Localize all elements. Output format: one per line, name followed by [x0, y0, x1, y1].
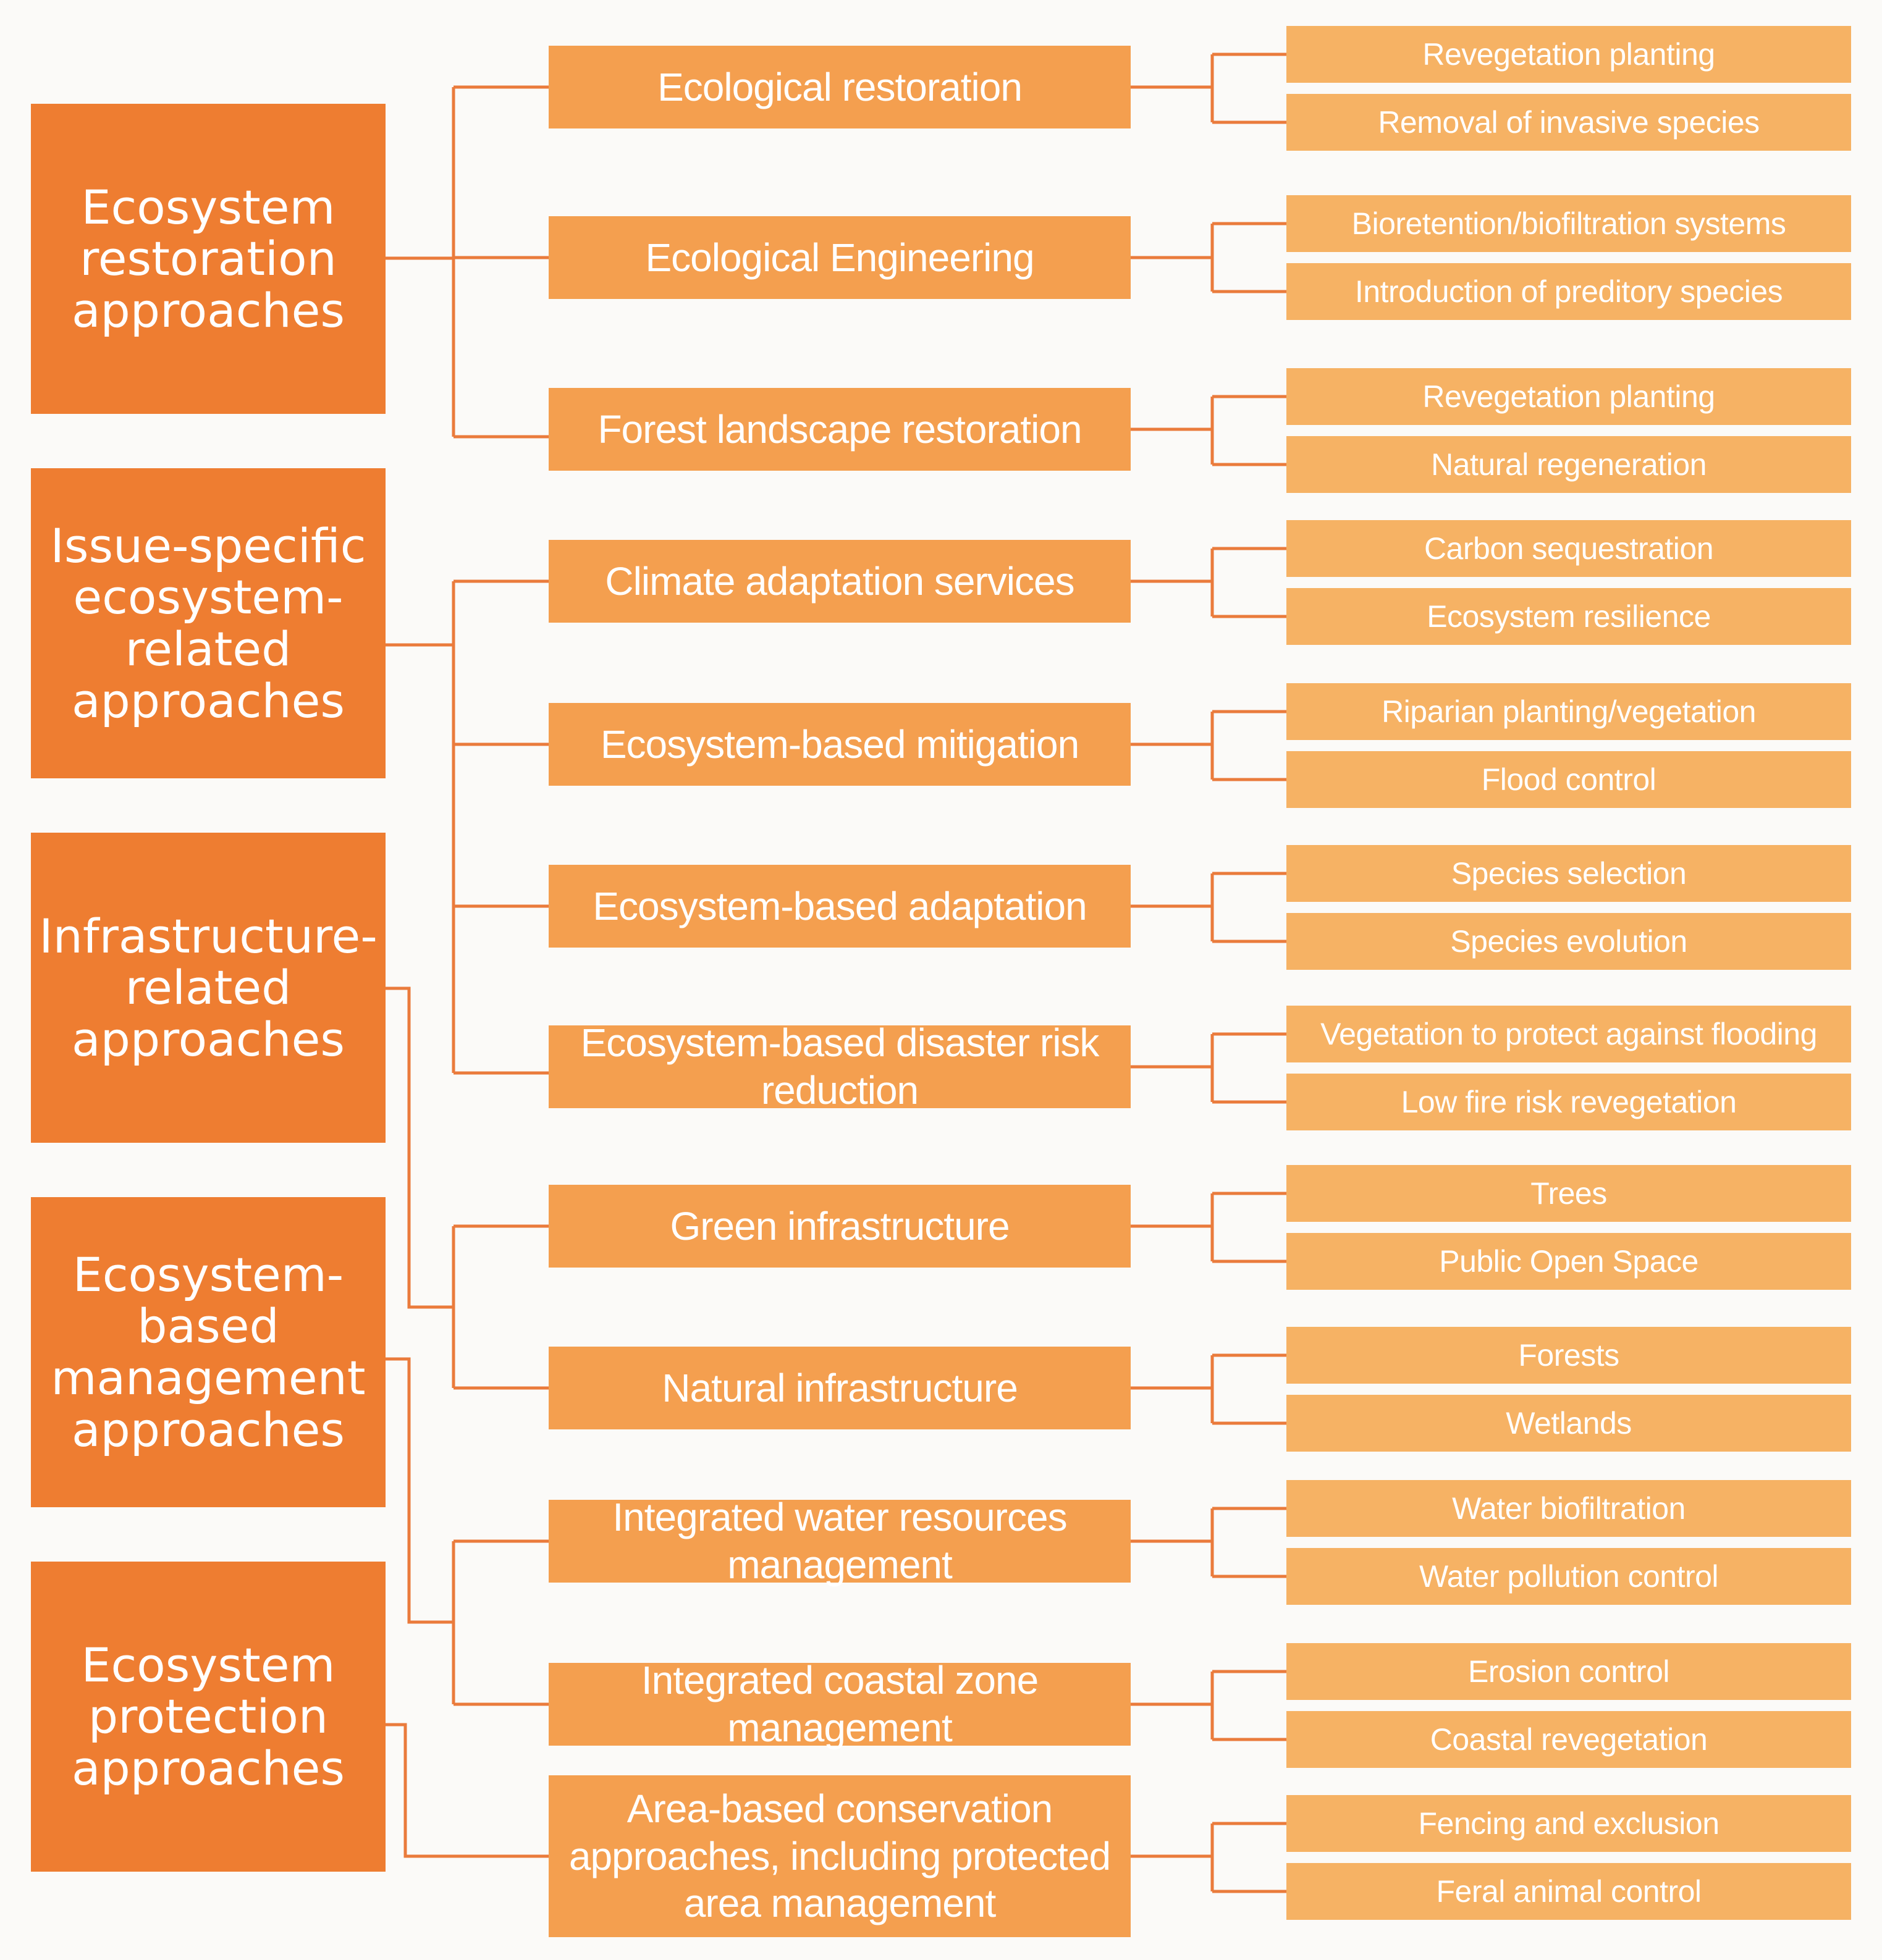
approach-box-ecological-restoration: Ecological restoration — [549, 46, 1131, 128]
example-box: Revegetation planting — [1286, 368, 1851, 425]
connector-line — [386, 1359, 454, 1622]
example-box: Removal of invasive species — [1286, 94, 1851, 151]
example-box: Water pollution control — [1286, 1548, 1851, 1605]
example-box: Carbon sequestration — [1286, 520, 1851, 577]
example-box: Bioretention/biofiltration systems — [1286, 195, 1851, 252]
approach-box-green-infrastructure: Green infrastructure — [549, 1185, 1131, 1268]
approach-box-integrated-coastal-zone: Integrated coastal zone management — [549, 1663, 1131, 1746]
example-box: Fencing and exclusion — [1286, 1795, 1851, 1852]
example-box: Low fire risk revegetation — [1286, 1074, 1851, 1130]
example-box: Riparian planting/vegetation — [1286, 683, 1851, 740]
example-box: Public Open Space — [1286, 1233, 1851, 1290]
approach-box-area-based-conservation: Area-based conservation approaches, including protected area management — [549, 1775, 1131, 1937]
category-box-management: Ecosystem- based management approaches — [31, 1197, 386, 1507]
approach-box-forest-landscape-restoration: Forest landscape restoration — [549, 388, 1131, 471]
approach-box-ecosystem-based-adaptation: Ecosystem-based adaptation — [549, 865, 1131, 948]
example-box: Species selection — [1286, 845, 1851, 902]
example-box: Natural regeneration — [1286, 436, 1851, 493]
category-box-infrastructure: Infrastructure- related approaches — [31, 833, 386, 1143]
approach-box-integrated-water-resources: Integrated water resources management — [549, 1500, 1131, 1583]
example-box: Species evolution — [1286, 913, 1851, 970]
example-box: Ecosystem resilience — [1286, 588, 1851, 645]
example-box: Revegetation planting — [1286, 26, 1851, 83]
example-box: Erosion control — [1286, 1643, 1851, 1700]
example-box: Vegetation to protect against flooding — [1286, 1006, 1851, 1062]
approach-box-ecosystem-based-mitigation: Ecosystem-based mitigation — [549, 703, 1131, 786]
approach-box-climate-adaptation-services: Climate adaptation services — [549, 540, 1131, 623]
example-box: Coastal revegetation — [1286, 1711, 1851, 1768]
connector-line — [386, 988, 454, 1307]
example-box: Feral animal control — [1286, 1863, 1851, 1920]
category-box-issue-specific: Issue-specific ecosystem- related approaches — [31, 468, 386, 778]
connector-line — [386, 1725, 549, 1856]
example-box: Introduction of preditory species — [1286, 263, 1851, 320]
example-box: Forests — [1286, 1327, 1851, 1384]
category-box-restoration: Ecosystem restoration approaches — [31, 104, 386, 414]
example-box: Flood control — [1286, 751, 1851, 808]
example-box: Wetlands — [1286, 1395, 1851, 1452]
approach-box-ecological-engineering: Ecological Engineering — [549, 216, 1131, 299]
approach-box-natural-infrastructure: Natural infrastructure — [549, 1347, 1131, 1429]
example-box: Water biofiltration — [1286, 1480, 1851, 1537]
category-box-protection: Ecosystem protection approaches — [31, 1562, 386, 1872]
approach-box-ecosystem-based-drr: Ecosystem-based disaster risk reduction — [549, 1025, 1131, 1108]
example-box: Trees — [1286, 1165, 1851, 1222]
